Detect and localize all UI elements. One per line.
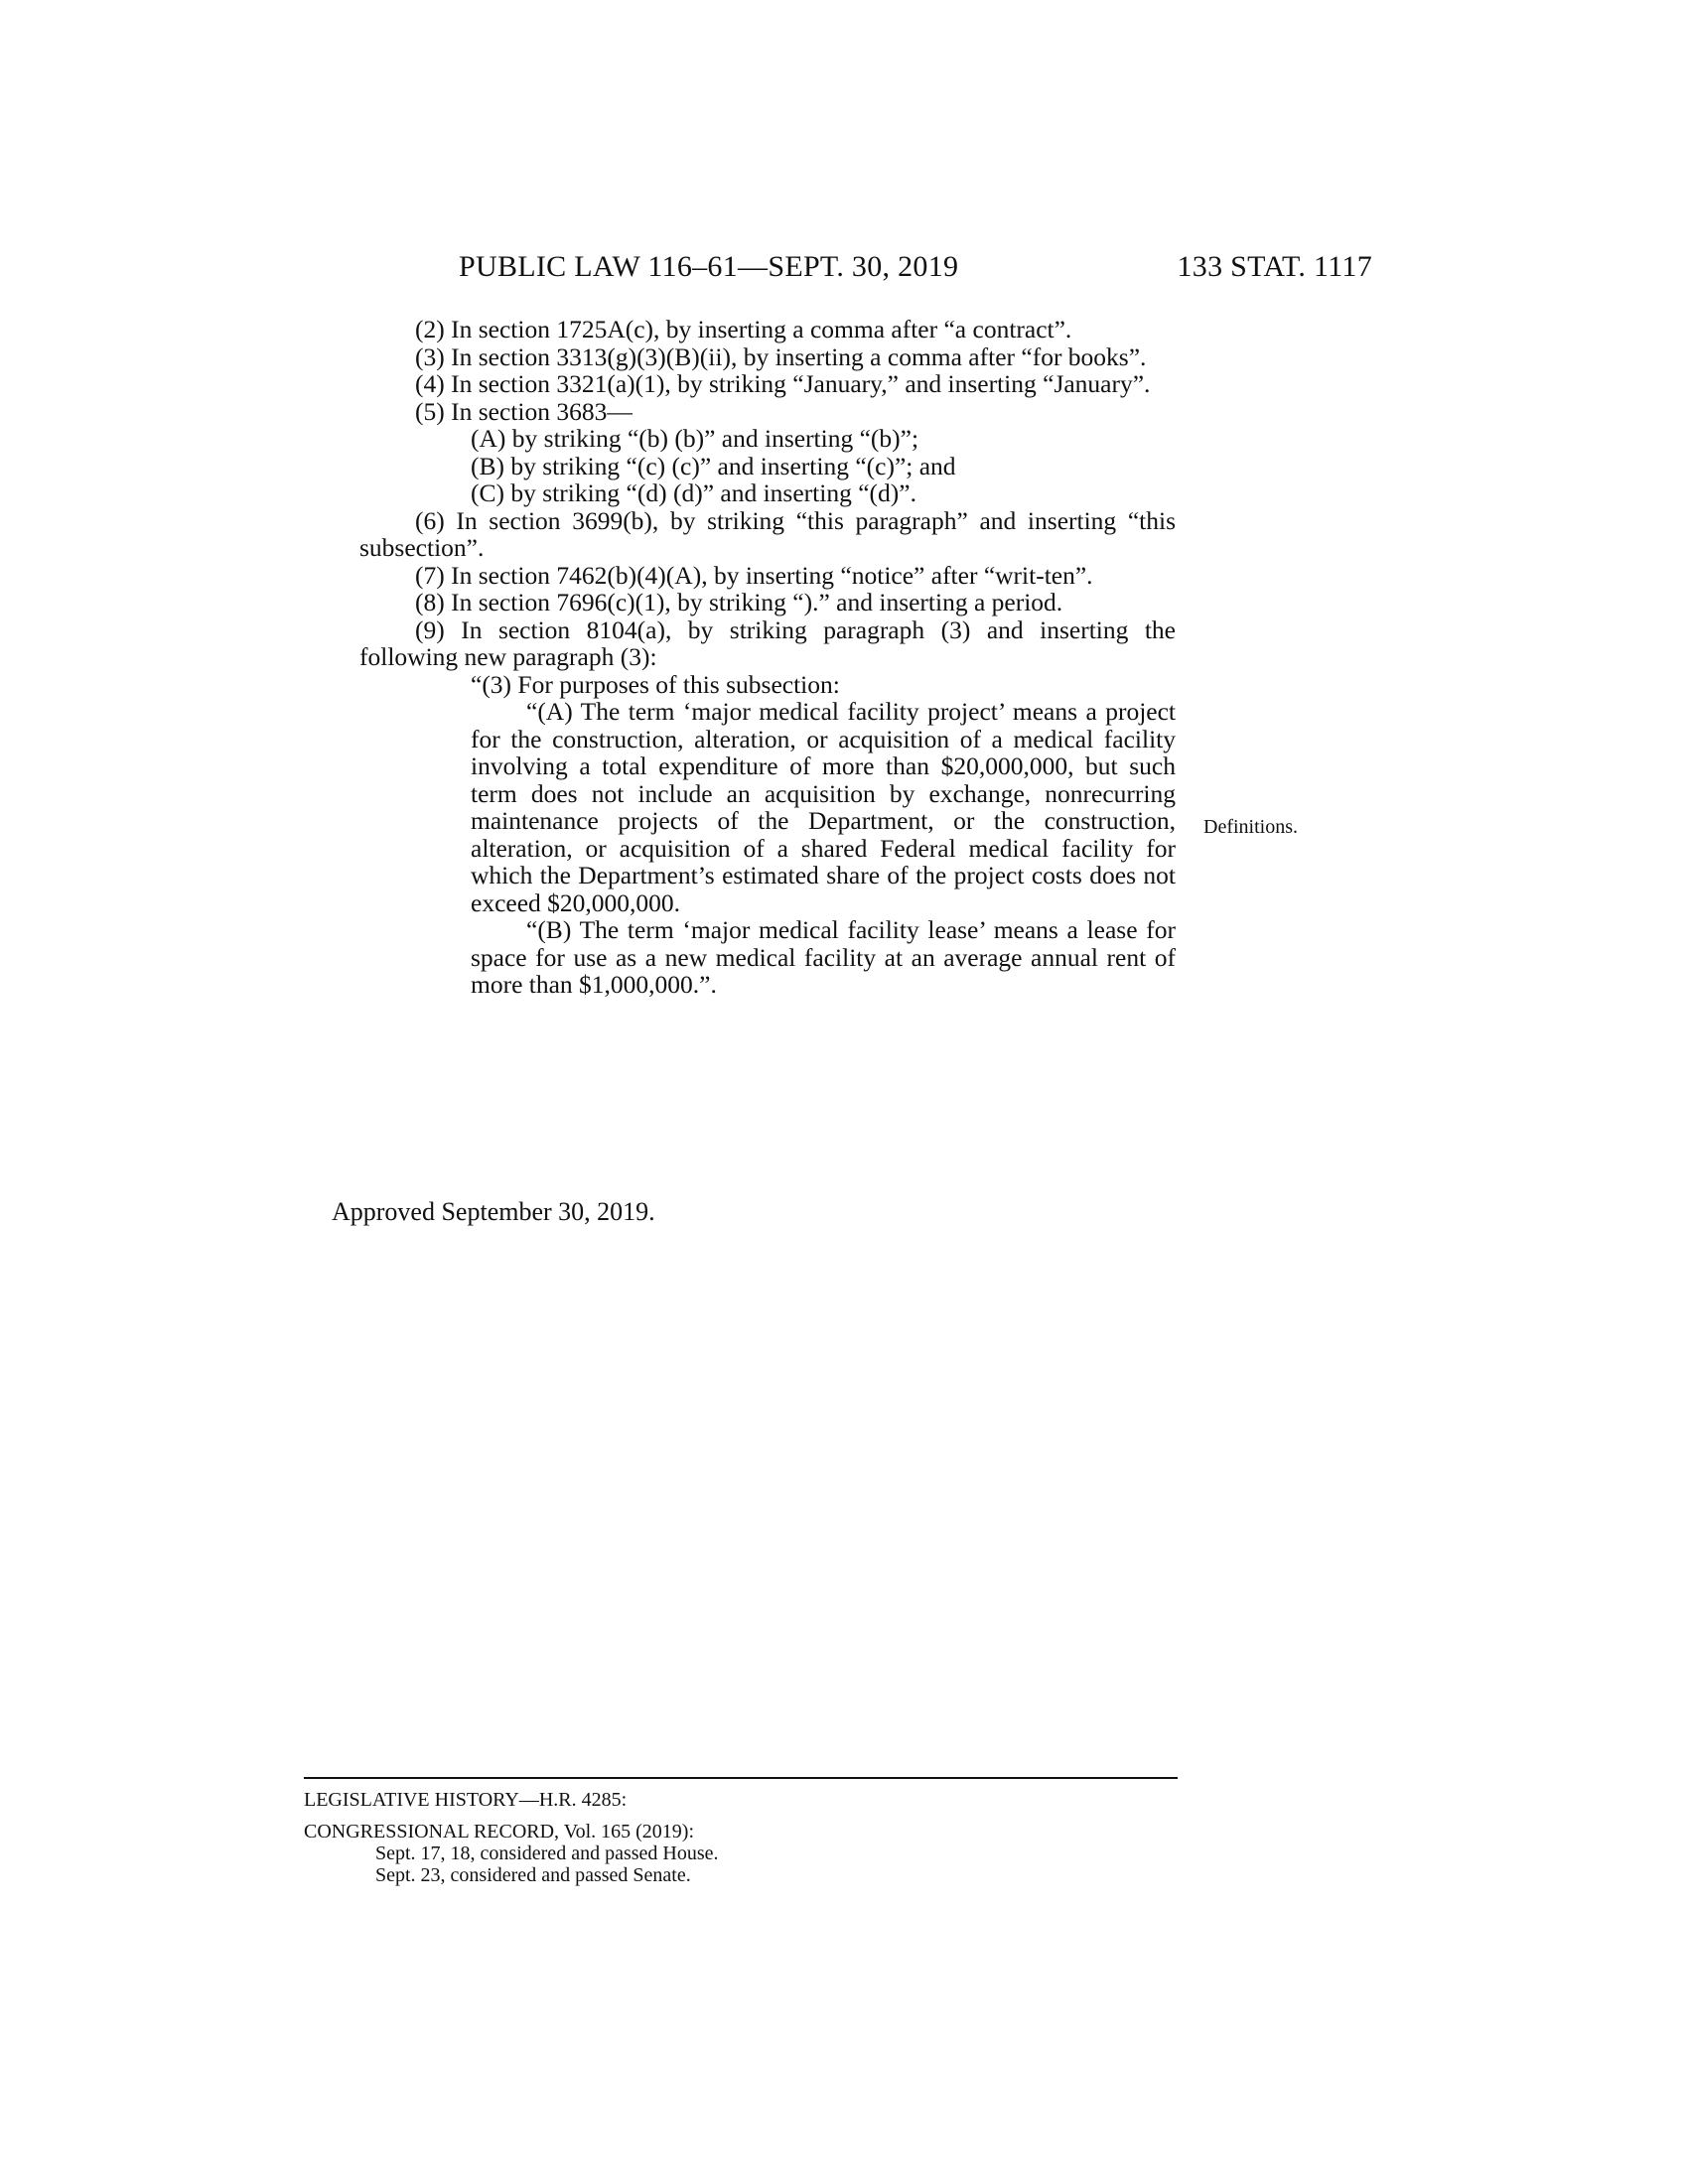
- paragraph-7: (7) In section 7462(b)(4)(A), by inserting “notice” after “writ-ten”.: [415, 560, 1093, 590]
- paragraph-9: (9) In section 8104(a), by striking paragraph (3) and inserting the following new paragraph (3):: [359, 614, 1176, 671]
- legislative-history: [304, 1777, 1178, 1886]
- paragraph-2: (2) In section 1725A(c), by inserting a comma after “a contract”.: [415, 315, 1072, 343]
- statute-citation: 133 STAT. 1117: [1177, 250, 1372, 283]
- amendment-list: [359, 316, 1176, 999]
- footnote-rule: [304, 1777, 1178, 1779]
- margin-note-definitions: Definitions.: [1203, 816, 1298, 838]
- history-entry-senate: Sept. 23, considered and passed Senate.: [375, 1864, 691, 1886]
- subparagraph-c: (C) by striking “(d) (d)” and inserting “(d)”.: [471, 478, 916, 507]
- approval-date: Approved September 30, 2019.: [332, 1197, 655, 1226]
- legislative-history-title: LEGISLATIVE HISTORY—H.R. 4285:: [304, 1789, 628, 1811]
- congressional-record: CONGRESSIONAL RECORD, Vol. 165 (2019):: [304, 1821, 694, 1843]
- paragraph-5: (5) In section 3683—: [415, 396, 633, 426]
- public-law-title: PUBLIC LAW 116–61—SEPT. 30, 2019: [459, 250, 959, 283]
- paragraph-3: (3) In section 3313(g)(3)(B)(ii), by inserting a comma after “for books”.: [415, 341, 1147, 371]
- paragraph-4: (4) In section 3321(a)(1), by striking “January,” and inserting “January”.: [415, 369, 1151, 398]
- subparagraph-b: (B) by striking “(c) (c)” and inserting “(c)”; and: [471, 451, 956, 480]
- history-entry-house: Sept. 17, 18, considered and passed House.: [375, 1843, 719, 1864]
- quoted-intro: “(3) For purposes of this subsection:: [471, 669, 840, 699]
- quoted-paragraph-3: [359, 671, 1176, 999]
- page-header: [459, 250, 1372, 290]
- paragraph-8: (8) In section 7696(c)(1), by striking “).” and inserting a period.: [415, 588, 1063, 616]
- definition-lease: “(B) The term ‘major medical facility lease’ means a lease for space for use as a new medical facility at an average annual rent of more than $1,000,000.”.: [471, 915, 1176, 999]
- subparagraph-a: (A) by striking “(b) (b)” and inserting “(b)”;: [471, 424, 919, 453]
- paragraph-6: (6) In section 3699(b), by striking “this paragraph” and inserting “this subsection”.: [359, 505, 1176, 562]
- definition-project: “(A) The term ‘major medical facility project’ means a project for the construction, alteration, or acquisition of a medical facility involving a total expenditure of more than $20,000,000, but such term does not include an acquisition by exchange, nonrecurring maintenance projects of the Department, or the construction, alteration, or acquisition of a shared Federal medical facility for which the Department’s estimated share of the project costs does not exceed $20,000,000.: [471, 697, 1176, 917]
